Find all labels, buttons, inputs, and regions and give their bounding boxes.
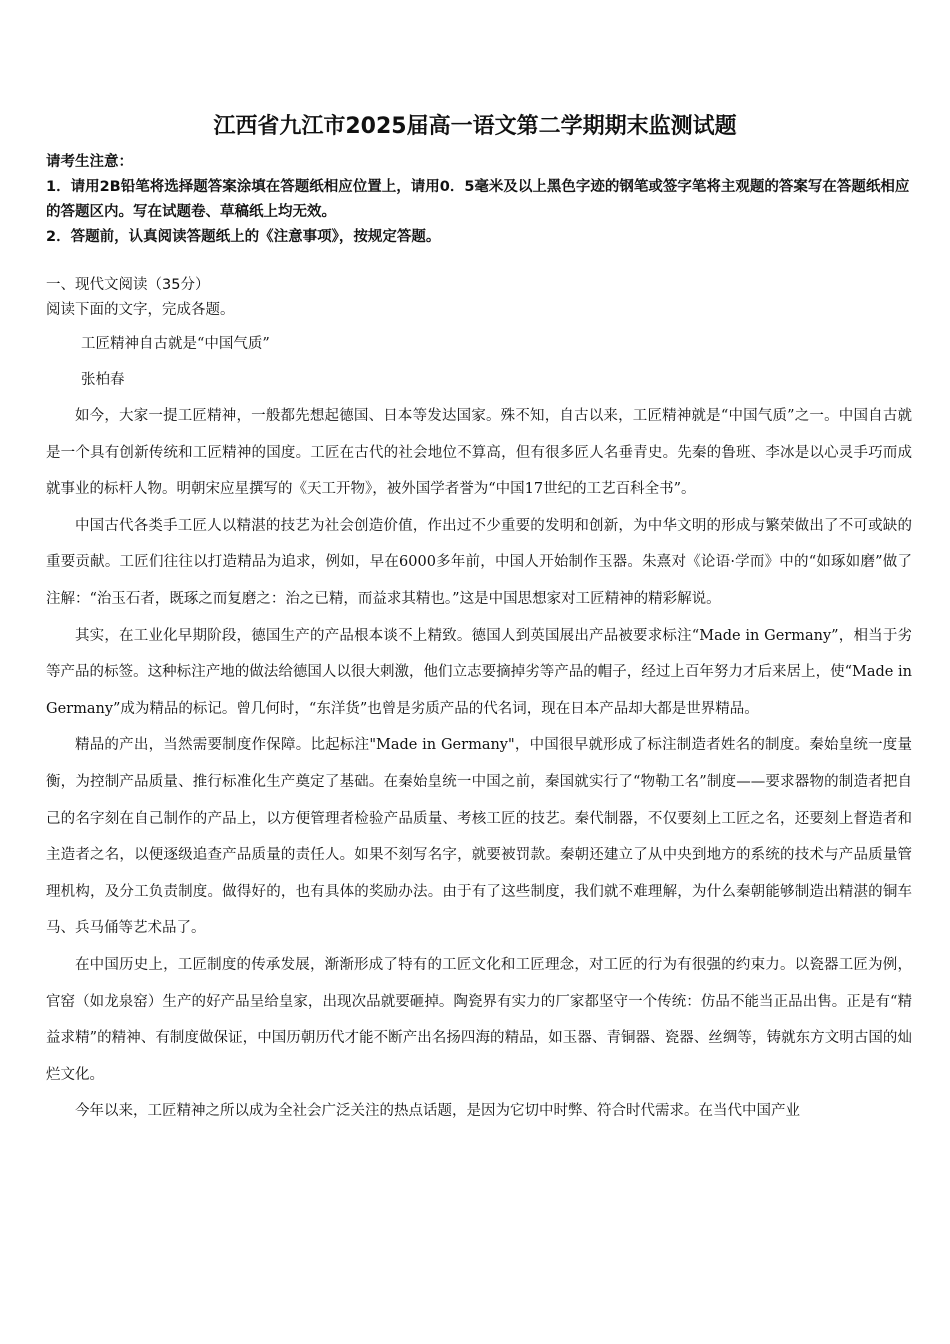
article-paragraph: 今年以来，工匠精神之所以成为全社会广泛关注的热点话题，是因为它切中时弊、符合时代需求。在当代中国产业 [75, 1103, 800, 1120]
document-title: 江西省九江市2025届高一语文第二学期期末监测试题 [213, 114, 737, 139]
reading-instruction: 阅读下面的文字，完成各题。 [46, 302, 235, 318]
exam-notice [46, 150, 916, 250]
section-heading: 一、现代文阅读（35分） [46, 277, 210, 293]
article-paragraph: 如今，大家一提工匠精神，一般都先想起德国、日本等发达国家。殊不知，自古以来，工匠精神就是“中国气质”之一。中国自古就是一个具有创新传统和工匠精神的国度。工匠在古代的社会地位不算高，但有很多匠人名垂青史。先秦的鲁班、李冰是以心灵手巧而成就事业的标杆人物。明朝宋应星撰写的《天工开物》，被外国学者誉为“中国17世纪的工艺百科全书”。 [46, 408, 912, 498]
article-author: 张柏春 [81, 372, 125, 388]
article-title: 工匠精神自古就是“中国气质” [81, 336, 270, 352]
notice-item: 2．答题前，认真阅读答题纸上的《注意事项》，按规定答题。 [46, 229, 441, 245]
article-paragraph: 其实，在工业化早期阶段，德国生产的产品根本谈不上精致。德国人到英国展出产品被要求标注“Made in Germany”，相当于劣等产品的标签。这种标注产地的做法给德国人以很大刺激，他们立志要摘掉劣等产品的帽子，经过上百年努力才后来居上，使“Made in Germany”成为精品的标记。曾几何时，“东洋货”也曾是劣质产品的代名词，现在日本产品却大都是世界精品。 [46, 627, 912, 717]
article-paragraph: 中国古代各类手工匠人以精湛的技艺为社会创造价值，作出过不少重要的发明和创新，为中华文明的形成与繁荣做出了不可或缺的重要贡献。工匠们往往以打造精品为追求，例如，早在6000多年前，中国人开始制作玉器。朱熹对《论语·学而》中的“如琢如磨”做了注解：“治玉石者，既琢之而复磨之：治之已精，而益求其精也。”这是中国思想家对工匠精神的精彩解说。 [46, 517, 912, 607]
notice-item: 1．请用2B铅笔将选择题答案涂填在答题纸相应位置上，请用0．5毫米及以上黑色字迹的钢笔或签字笔将主观题的答案写在答题纸相应的答题区内。写在试题卷、草稿纸上均无效。 [46, 179, 910, 220]
article-paragraph: 精品的产出，当然需要制度作保障。比起标注"Made in Germany"，中国很早就形成了标注制造者姓名的制度。秦始皇统一度量衡，为控制产品质量、推行标准化生产奠定了基础。在秦始皇统一中国之前，秦国就实行了“物勒工名”制度——要求器物的制造者把自己的名字刻在自己制作的产品上，以方便管理者检验产品质量、考核工匠的技艺。秦代制器，不仅要刻上工匠之名，还要刻上督造者和主造者之名，以便逐级追查产品质量的责任人。如果不刻写名字，就要被罚款。秦朝还建立了从中央到地方的系统的技术与产品质量管理机构，及分工负责制度。做得好的，也有具体的奖励办法。由于有了这些制度，我们就不难理解，为什么秦朝能够制造出精湛的铜车马、兵马俑等艺术品了。 [46, 737, 912, 937]
notice-heading: 请考生注意： [46, 154, 133, 170]
article-body [46, 398, 912, 1130]
article-paragraph: 在中国历史上，工匠制度的传承发展，渐渐形成了特有的工匠文化和工匠理念，对工匠的行为有很强的约束力。以瓷器工匠为例，官窑（如龙泉窑）生产的好产品呈给皇家，出现次品就要砸掉。陶瓷界有实力的厂家都坚守一个传统：仿品不能当正品出售。正是有“精益求精”的精神、有制度做保证，中国历朝历代才能不断产出名扬四海的精品，如玉器、青铜器、瓷器、丝绸等，铸就东方文明古国的灿烂文化。 [46, 956, 912, 1083]
